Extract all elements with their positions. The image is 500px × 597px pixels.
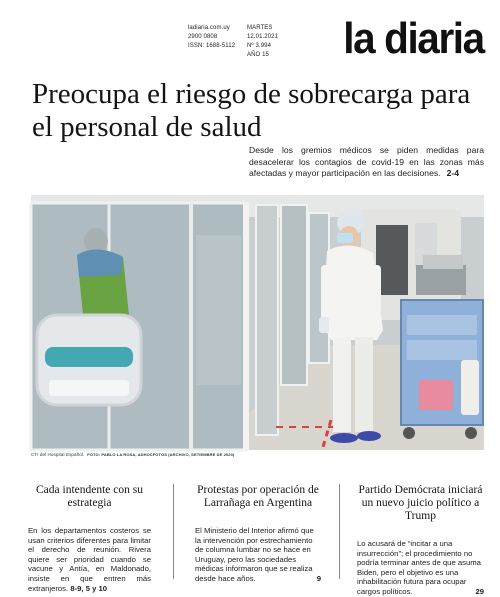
issue-year: AÑO 15 (247, 52, 269, 58)
issn: ISSN: 1688-5112 (188, 43, 236, 49)
masthead-contact (188, 24, 235, 51)
photo-caption (31, 452, 234, 457)
masthead-edition (247, 24, 278, 60)
main-deck-text: Desde los gremios médicos se piden medidas para desacelerar los contagios de covid-19 en las zonas más afectadas y mayor participación en las decisiones. (249, 145, 484, 178)
story-body (357, 539, 484, 597)
story-body (28, 526, 151, 593)
issue-date: 12.01.2021 (247, 34, 279, 40)
story-text: Lo acusará de “incitar a una insurrección”; el procedimiento no podría terminar antes de que asuma Biden, pero el objetivo es una inhabilitación futura para ocupar cargos políticos. (357, 539, 481, 596)
newspaper-logo: la diaria (343, 14, 484, 63)
weekday: MARTES (247, 25, 273, 31)
story-page-ref: 9 (316, 573, 321, 583)
story-page-ref: 8-9, 5 y 10 (70, 583, 108, 593)
story-text: El Ministerio del Interior afirmó que la intervención por estrechamiento de columna lumbar no se hace en Uruguay, pero las sociedades médicas informaron que se realiza desde hace años. (195, 526, 314, 583)
column-divider (173, 484, 174, 579)
story-larranaga (195, 484, 321, 584)
column-divider (339, 484, 340, 579)
story-body (195, 526, 321, 584)
issue-number: Nº 3.994 (247, 43, 272, 49)
main-photo (31, 195, 484, 450)
story-trump (357, 484, 484, 597)
main-page-ref: 2-4 (446, 168, 459, 178)
main-deck (249, 145, 484, 180)
website: ladiaria.com.uy (188, 25, 230, 31)
story-intendentes (28, 484, 151, 593)
hospital-ward-illustration (31, 195, 484, 450)
story-text: En los departamentos costeros se usan criterios diferentes para limitar el derecho de reunión. Rivera quiere ser prioridad cuando se vacune y Antía, en Maldonado, insiste en que entren más extranjeros. (28, 526, 151, 593)
story-title: Cada intendente con su estrategia (36, 484, 143, 509)
caption-text: CTI del Hospital Español. (31, 452, 85, 457)
story-title: Partido Demócrata iniciará un nuevo juicio político a Trump (358, 484, 483, 522)
photo-credit: FOTO: PABLO LA ROSA, ADHOCFOTOS (ARCHIVO, SETIEMBRE DE 2020) (87, 452, 235, 457)
story-title: Protestas por operación de Larrañaga en Argentina (197, 484, 319, 509)
phone: 2900 0808 (188, 34, 218, 40)
main-headline: Preocupa el riesgo de sobrecarga para el personal de salud (32, 78, 471, 143)
story-page-ref: 29 (475, 586, 484, 596)
